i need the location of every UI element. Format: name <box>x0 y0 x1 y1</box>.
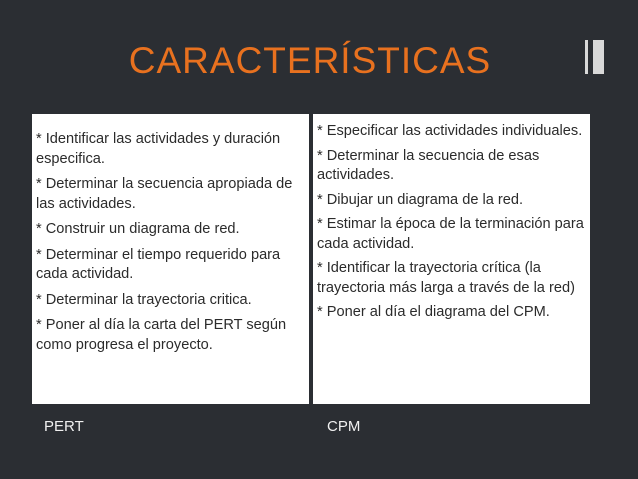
deco-bar-thin <box>585 40 588 74</box>
slide-title: CARACTERÍSTICAS <box>128 40 492 81</box>
cpm-column <box>313 114 590 404</box>
cpm-label: CPM <box>327 418 361 435</box>
pert-item: * Poner al día la carta del PERT según como progresa el proyecto. <box>36 317 287 353</box>
deco-bar-thick <box>593 40 604 74</box>
pert-item: * Determinar la trayectoria critica. <box>36 291 252 308</box>
pert-item: * Determinar el tiempo requerido para cada actividad. <box>36 246 281 282</box>
comparison-table <box>32 114 590 455</box>
pert-item: * Identificar las actividades y duración especifica. <box>36 131 281 167</box>
cpm-item: * Identificar la trayectoria crítica (la trayectoria más larga a través de la red) <box>317 260 575 296</box>
pert-label: PERT <box>44 418 84 435</box>
pert-item: * Determinar la secuencia apropiada de las actividades. <box>36 176 293 212</box>
pert-column <box>32 114 309 404</box>
cpm-item: * Poner al día el diagrama del CPM. <box>317 304 550 320</box>
cpm-item: * Determinar la secuencia de esas actividades. <box>317 147 540 183</box>
cpm-item: * Dibujar un diagrama de la red. <box>317 191 524 208</box>
table-footer <box>32 404 590 455</box>
cpm-item: * Estimar la época de la terminación para cada actividad. <box>317 216 584 252</box>
pert-item: * Construir un diagrama de red. <box>36 221 240 237</box>
cpm-item: * Especificar las actividades individuales. <box>317 123 583 139</box>
